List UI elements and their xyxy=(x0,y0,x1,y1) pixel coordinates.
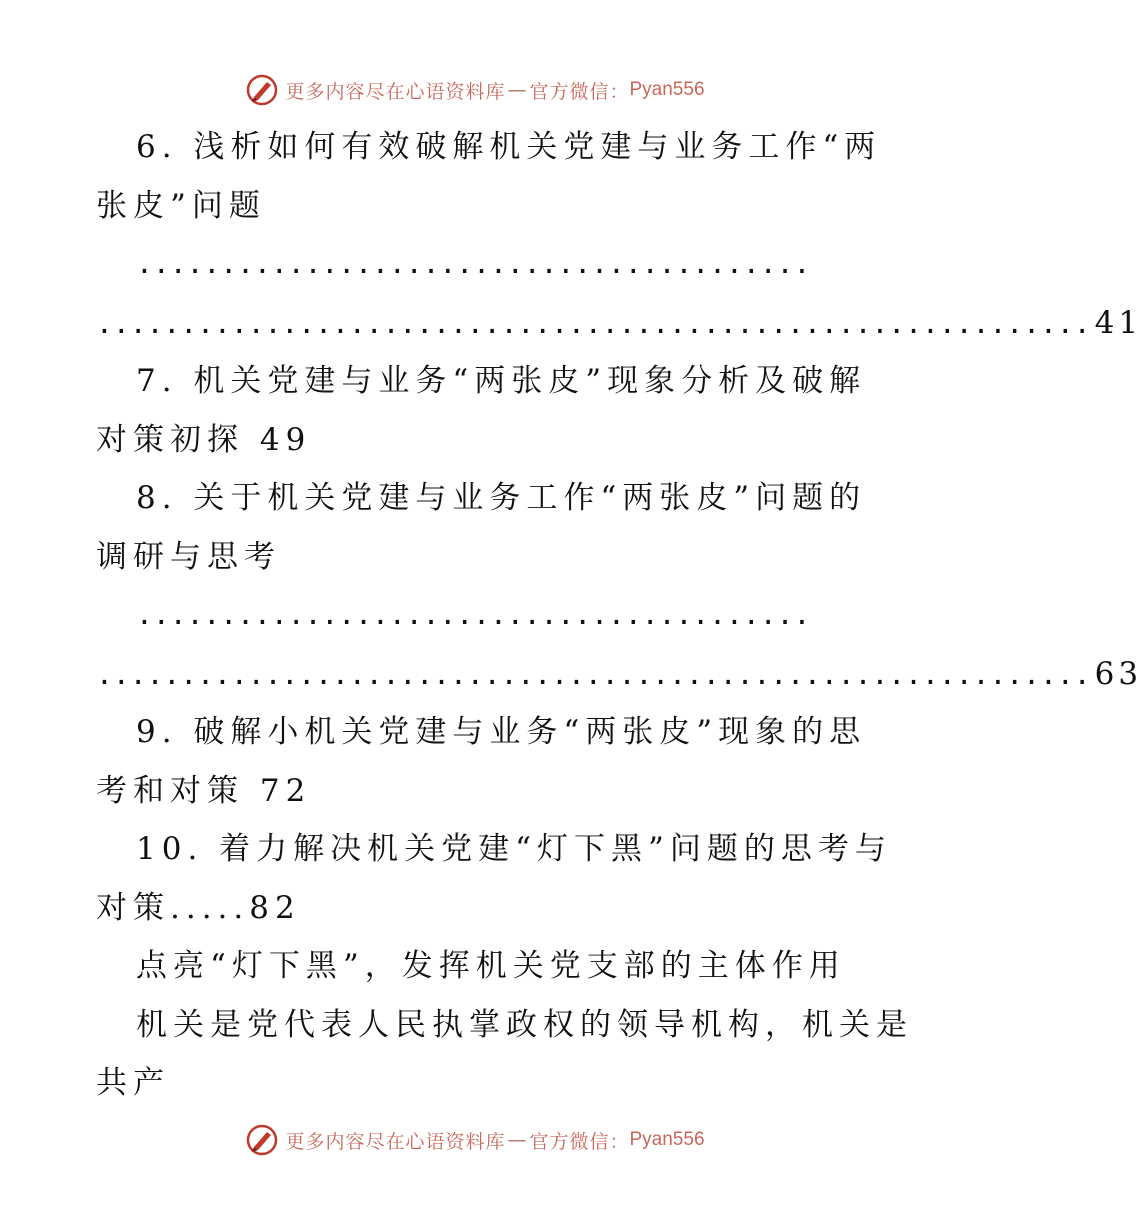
toc-item-6-title-cont: 张皮”问题 xyxy=(96,187,266,224)
banner-official: 官方微信： xyxy=(529,80,630,103)
toc-item-9-title: 9. 破解小机关党建与业务“两张皮”现象的思 xyxy=(136,714,867,750)
body-paragraph-line: 机关是党代表人民执掌政权的领导机构，机关是 xyxy=(136,1006,913,1043)
banner-wechat-id: Pyan556 xyxy=(629,1129,705,1150)
section-heading: 点亮“灯下黑”，发挥机关党支部的主体作用 xyxy=(136,948,846,984)
header-banner xyxy=(0,68,950,112)
banner-wechat-id: Pyan556 xyxy=(629,79,705,100)
toc-item-10-title-cont: 对策.....82 xyxy=(96,889,301,926)
toc-item-6-page: 41 xyxy=(1094,304,1142,341)
pen-logo-icon xyxy=(245,1123,279,1157)
banner-official: 官方微信： xyxy=(529,1130,630,1153)
banner-dash: — xyxy=(507,79,528,101)
banner-dash: — xyxy=(507,1129,528,1151)
toc-item-7-title: 7. 机关党建与业务“两张皮”现象分析及破解 xyxy=(136,363,867,399)
toc-item-10-title: 10. 着力解决机关党建“灯下黑”问题的思考与 xyxy=(136,831,892,867)
footer-banner xyxy=(0,1118,950,1162)
pen-logo-icon xyxy=(245,73,279,107)
toc-item-8-leader: ........................................ xyxy=(136,598,811,631)
toc-item-8-page: 63 xyxy=(1094,655,1142,692)
toc-item-7-title-cont: 对策初探 49 xyxy=(96,421,312,458)
toc-item-8-leader-fill: ........................................................... xyxy=(96,657,1091,691)
toc-item-8-title: 8. 关于机关党建与业务工作“两张皮”问题的 xyxy=(136,480,867,516)
toc-item-8-leader-end xyxy=(96,645,1142,704)
toc-item-6-leader: ........................................ xyxy=(136,247,811,280)
banner-text: 更多内容尽在心语资料库 xyxy=(285,1130,506,1153)
banner-text: 更多内容尽在心语资料库 xyxy=(285,80,506,103)
toc-item-8-title-cont: 调研与思考 xyxy=(96,538,281,575)
page-content xyxy=(96,118,1142,1113)
toc-item-6-title: 6. 浅析如何有效破解机关党建与业务工作“两 xyxy=(136,129,882,165)
body-paragraph-line-cont: 共产 xyxy=(96,1065,170,1101)
toc-item-9-title-cont: 考和对策 72 xyxy=(96,772,312,809)
toc-item-6-leader-fill: ........................................................... xyxy=(96,306,1091,340)
toc-item-6-leader-end xyxy=(96,294,1142,353)
